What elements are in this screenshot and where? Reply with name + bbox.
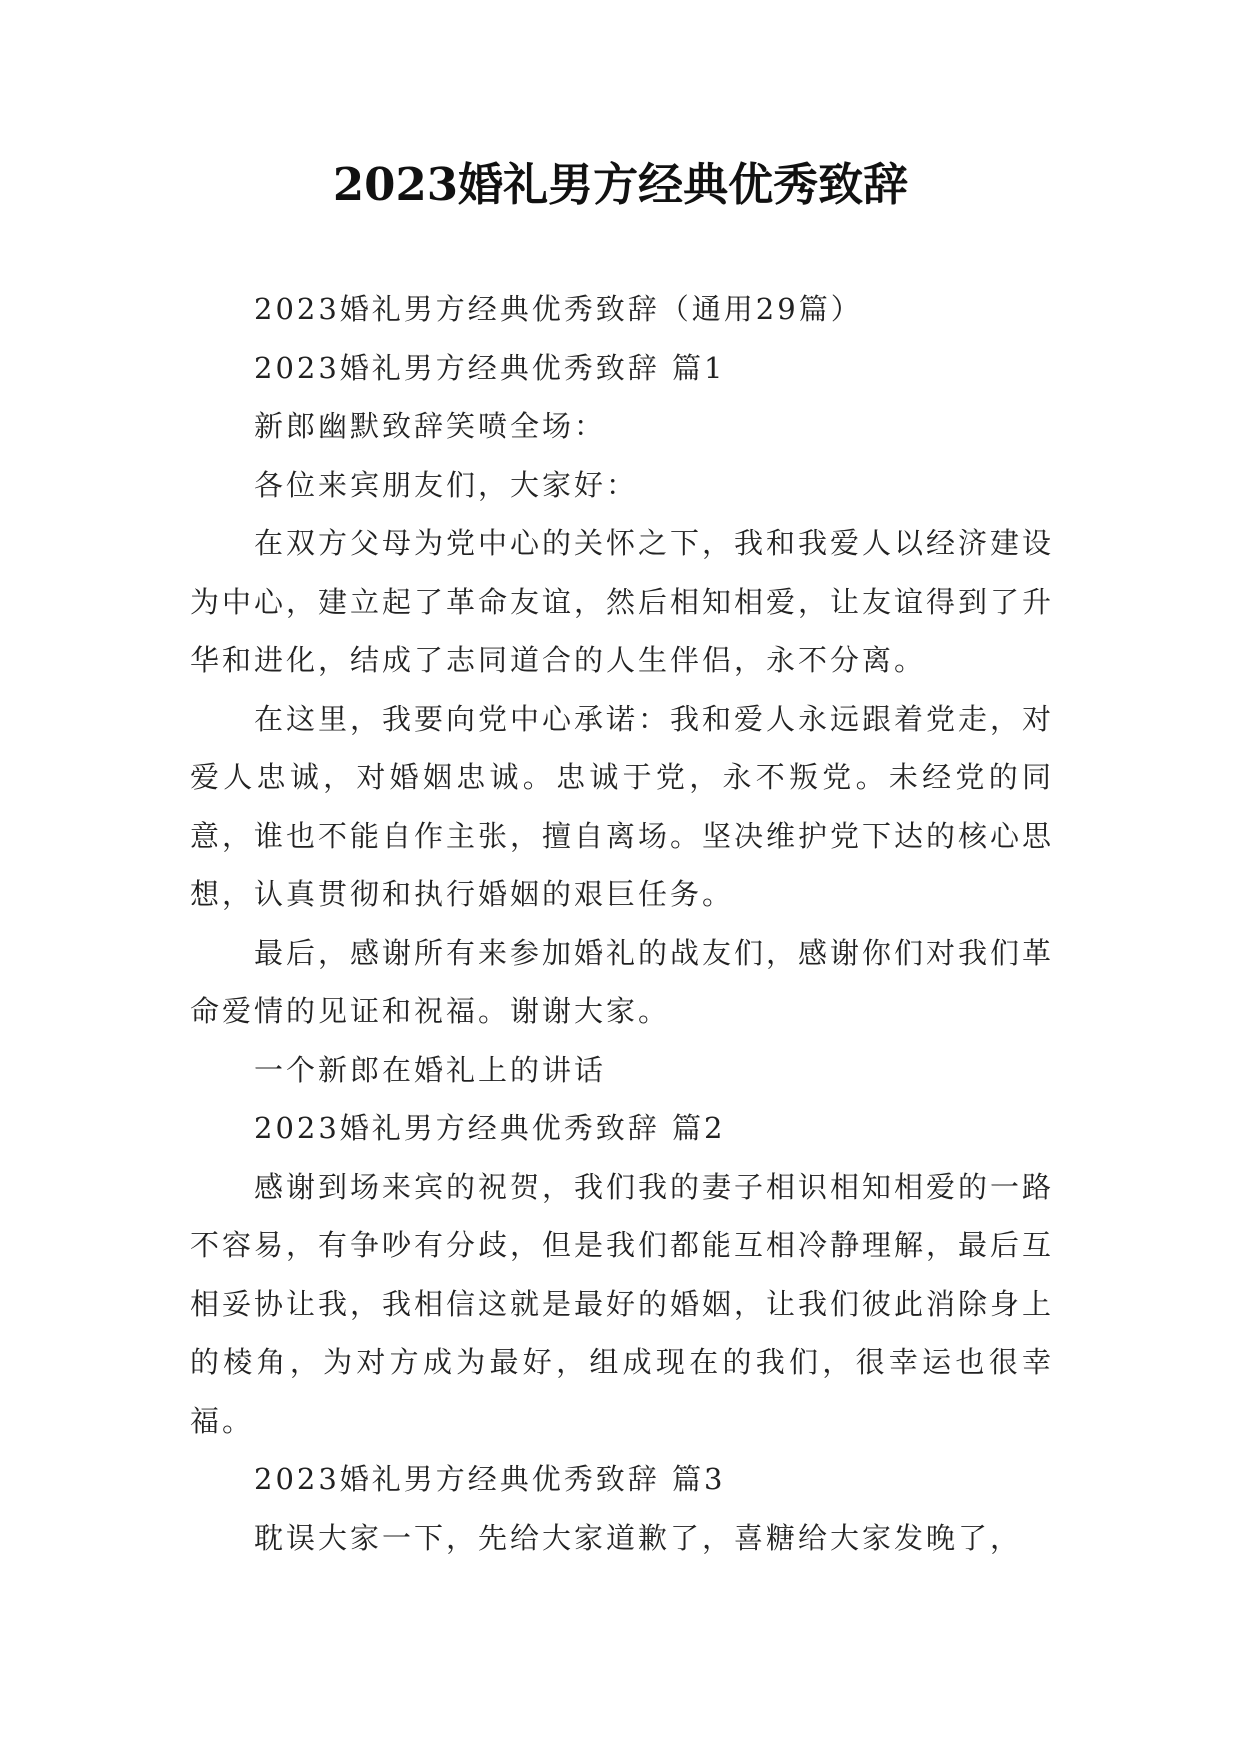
section-heading: 2023婚礼男方经典优秀致辞 篇3: [254, 1462, 726, 1496]
body-paragraph: 在双方父母为党中心的关怀之下，我和我爱人以经济建设为中心，建立起了革命友谊，然后相知相爱，让友谊得到了升华和进化，结成了志同道合的人生伴侣，永不分离。: [190, 526, 1055, 677]
section-heading: 2023婚礼男方经典优秀致辞 篇1: [254, 350, 726, 385]
section-heading: 2023婚礼男方经典优秀致辞 篇2: [254, 1111, 726, 1145]
body-paragraph: 新郎幽默致辞笑喷全场：: [254, 409, 607, 443]
document-title: 2023婚礼男方经典优秀致辞: [332, 158, 909, 211]
body-paragraph: 感谢到场来宾的祝贺，我们我的妻子相识相知相爱的一路不容易，有争吵有分歧，但是我们都能互相冷静理解，最后互相妥协让我，我相信这就是最好的婚姻，让我们彼此消除身上的棱角，为对方成为最好，组成现在的我们，很幸运也很幸福。: [190, 1169, 1055, 1438]
body-paragraph: 在这里，我要向党中心承诺：我和爱人永远跟着党走，对爱人忠诚，对婚姻忠诚。忠诚于党，永不叛党。未经党的同意，谁也不能自作主张，擅自离场。坚决维护党下达的核心思想，认真贯彻和执行婚姻的艰巨任务。: [190, 701, 1055, 911]
body-paragraph: 最后，感谢所有来参加婚礼的战友们，感谢你们对我们革命爱情的见证和祝福。谢谢大家。: [190, 935, 1055, 1028]
body-paragraph: 一个新郎在婚礼上的讲话: [254, 1052, 607, 1087]
body-paragraph: 耽误大家一下，先给大家道歉了，喜糖给大家发晚了，: [254, 1520, 1023, 1555]
body-paragraph: 各位来宾朋友们，大家好：: [254, 467, 639, 502]
subtitle-paragraph: 2023婚礼男方经典优秀致辞（通用29篇）: [254, 292, 863, 326]
document-body: [190, 280, 1054, 1567]
